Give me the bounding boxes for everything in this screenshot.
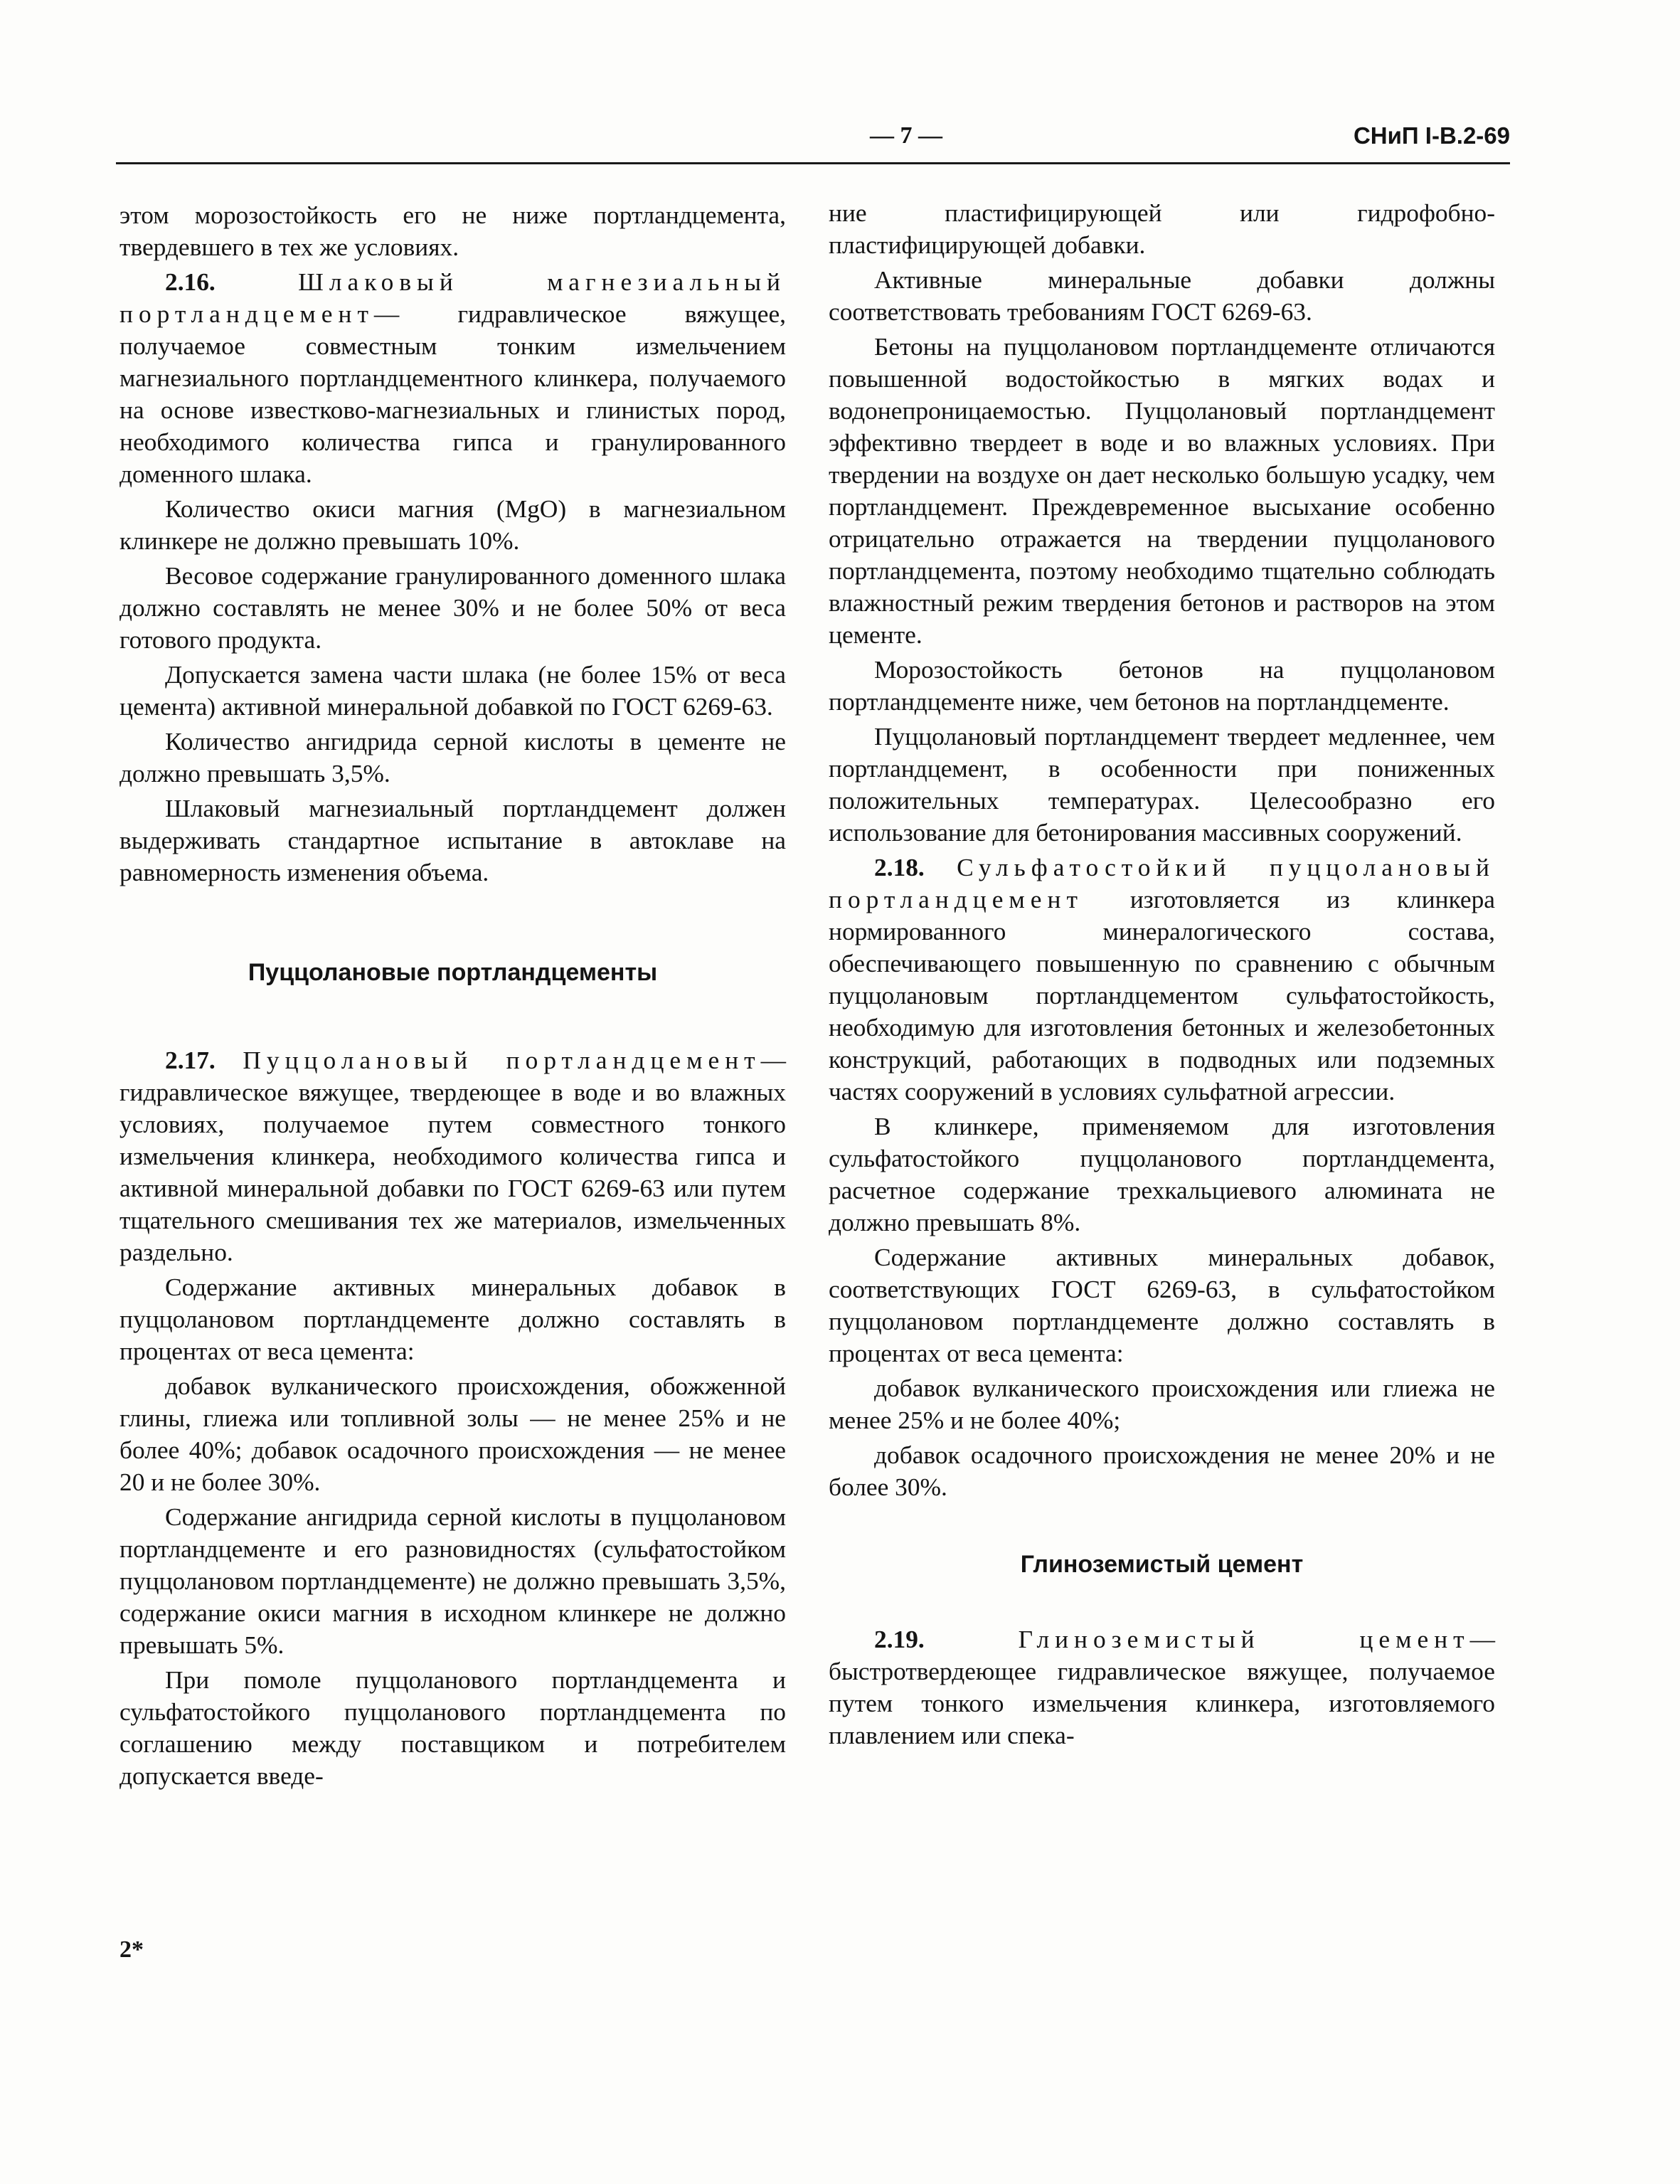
paragraph: Количество окиси магния (MgO) в магнезиальном клинкере не должно превышать 10%. <box>119 494 786 555</box>
left-column <box>119 199 786 1792</box>
clause-2-17 <box>119 1044 786 1268</box>
clause-number: 2.19. <box>874 1625 925 1653</box>
paragraph-continuation: этом морозостойкость его не ниже портландцемента, твердевшего в тех же условиях. <box>119 201 786 261</box>
paragraph: Бетоны на пуццолановом портландцементе отличаются повышенной водостойкостью в мягких водах и водонепроницаемостью. Пуццолановый портландцемент эффективно твердеет в воде и во влажных условиях. При твердении на воздухе он дает несколько большую усадку, чем портландцемент. Преждевременное высыхание особенно отрицательно отражается на твердении пуццоланового портландцемента, поэтому необходимо тщательно соблюдать влажностный режим твердения бетонов и растворов на этом цементе. <box>829 332 1495 649</box>
paragraph: Пуццолановый портландцемент твердеет медленнее, чем портландцемент, в особенности при пониженных положительных температурах. Целесообразно его использование для бетонирования массивных сооружений. <box>829 722 1495 847</box>
paragraph: Содержание активных минеральных добавок, соответствующих ГОСТ 6269-63, в сульфатостойком пуццолановом портландцементе должно составлять в процентах от веса цемента: <box>829 1243 1495 1367</box>
clause-text: изготовляется из клинкера нормированного минералогического состава, обеспечивающего повышенную по сравнению с обычным пуццолановым портландцементом сульфатостойкость, необходимую для изготовления бетонных и железобетонных конструкций, работающих в подводных или подземных частях сооружений в условиях сульфатной агрессии. <box>829 885 1495 1106</box>
clause-number: 2.16. <box>165 267 216 296</box>
clause-2-19 <box>829 1623 1495 1751</box>
section-heading: Пуццолановые портландцементы <box>248 959 658 986</box>
paragraph: Содержание активных минеральных добавок в пуццолановом портландцементе должно составлять в процентах от веса цемента: <box>119 1273 786 1365</box>
page-header <box>116 122 1510 158</box>
clause-text: — гидравлическое вяжущее, твердеющее в воде и во влажных условиях, получаемое путем совместного тонкого измельчения клинкера, необходимого количества гипса и активной минеральной добавки по ГОСТ 6269-63 или путем тщательного смешивания тех же материалов, измельченных раздельно. <box>119 1046 786 1266</box>
page-number: — 7 — <box>870 122 942 149</box>
clause-number: 2.17. <box>165 1046 216 1074</box>
paragraph: Весовое содержание гранулированного доменного шлака должно составлять не менее 30% и не более 50% от веса готового продукта. <box>119 561 786 654</box>
paragraph: Содержание ангидрида серной кислоты в пуццолановом портландцементе и его разновидностях (сульфатостойком пуццолановом портландцементе) не должно превышать 3,5%, содержание окиси магния в исходном клинкере не должно превышать 5%. <box>119 1502 786 1659</box>
right-column <box>829 197 1495 1751</box>
clause-term: Пуццолановый портландцемент <box>243 1046 761 1074</box>
clause-text: — гидравлическое вяжущее, получаемое совместным тонким измельчением магнезиального портландцементного клинкера, получаемого на основе известково-магнезиальных и глинистых пород, необходимого количества гипса и гранулированного доменного шлака. <box>119 299 786 488</box>
clause-term: Глиноземистый цемент <box>1018 1625 1470 1653</box>
paragraph-continuation: ние пластифицирующей или гидрофобно-пластифицирующей добавки. <box>829 198 1495 259</box>
clause-term: Шлаковый магнезиальный портландцемент <box>119 267 786 328</box>
paragraph: При помоле пуццоланового портландцемента и сульфатостойкого пуццоланового портландцемента по соглашению между поставщиком и потребителем допускается введе- <box>119 1665 786 1790</box>
paragraph: Количество ангидрида серной кислоты в цементе не должно превышать 3,5%. <box>119 727 786 788</box>
paragraph: добавок вулканического происхождения или глиежа не менее 25% и не более 40%; <box>829 1374 1495 1434</box>
clause-2-16 <box>119 266 786 490</box>
paragraph: добавок осадочного происхождения не менее 20% и не более 30%. <box>829 1441 1495 1501</box>
document-code: СНиП I-В.2-69 <box>1353 122 1510 149</box>
clause-term: Сульфатостойкий пуццолановый портландцемент <box>829 853 1495 913</box>
clause-2-18 <box>829 852 1495 1108</box>
header-rule <box>116 162 1510 164</box>
paragraph: Шлаковый магнезиальный портландцемент должен выдерживать стандартное испытание в автоклаве на равномерность изменения объема. <box>119 794 786 886</box>
section-heading: Глиноземистый цемент <box>1020 1551 1304 1578</box>
paragraph: Допускается замена части шлака (не более 15% от веса цемента) активной минеральной добавкой по ГОСТ 6269-63. <box>119 660 786 721</box>
paragraph: Морозостойкость бетонов на пуццолановом портландцементе ниже, чем бетонов на портландцементе. <box>829 655 1495 716</box>
paragraph: В клинкере, применяемом для изготовления сульфатостойкого пуццоланового портландцемента, расчетное содержание трехкальциевого алюмината не должно превышать 8%. <box>829 1112 1495 1236</box>
paragraph: добавок вулканического происхождения, обожженной глины, глиежа или топливной золы — не менее 25% и не более 40%; добавок осадочного происхождения — не менее 20 и не более 30%. <box>119 1372 786 1496</box>
paragraph: Активные минеральные добавки должны соответствовать требованиям ГОСТ 6269-63. <box>829 265 1495 326</box>
clause-text: — быстротвердеющее гидравлическое вяжущее, получаемое путем тонкого измельчения клинкера, изготовляемого плавлением или спека- <box>829 1625 1495 1749</box>
clause-number: 2.18. <box>874 853 925 881</box>
signature-mark: 2* <box>119 1936 144 1963</box>
